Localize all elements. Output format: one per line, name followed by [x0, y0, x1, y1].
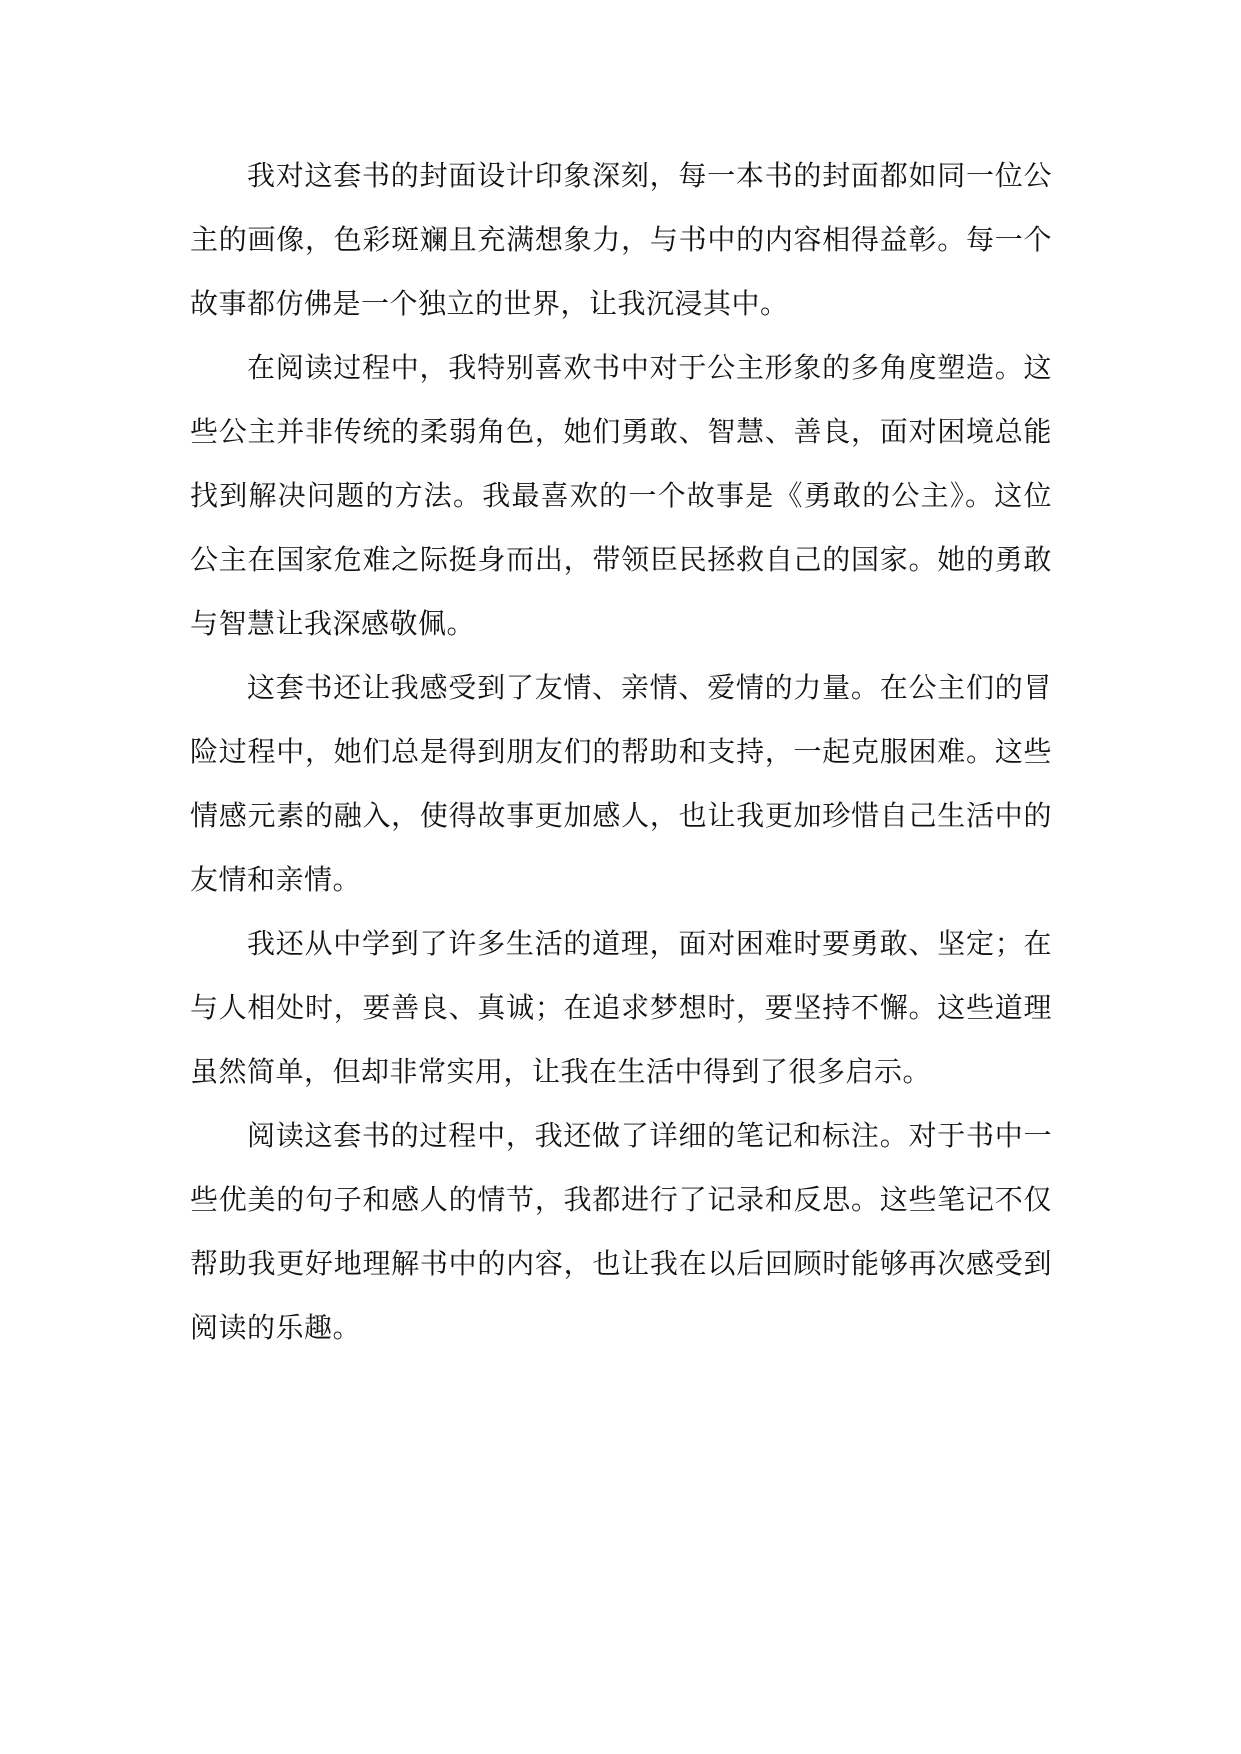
paragraph-reading-notes: 阅读这套书的过程中，我还做了详细的笔记和标注。对于书中一些优美的句子和感人的情节，我都进行了记录和反思。这些笔记不仅帮助我更好地理解书中的内容，也让我在以后回顾时能够再次感受到阅读的乐趣。 [190, 1119, 1052, 1344]
paragraph-cover-design: 我对这套书的封面设计印象深刻，每一本书的封面都如同一位公主的画像，色彩斑斓且充满想象力，与书中的内容相得益彰。每一个故事都仿佛是一个独立的世界，让我沉浸其中。 [190, 159, 1052, 320]
paragraph-friendship-family: 这套书还让我感受到了友情、亲情、爱情的力量。在公主们的冒险过程中，她们总是得到朋友们的帮助和支持，一起克服困难。这些情感元素的融入，使得故事更加感人，也让我更加珍惜自己生活中的友情和亲情。 [190, 671, 1052, 896]
document-body [190, 144, 1052, 1360]
paragraph-life-lessons: 我还从中学到了许多生活的道理，面对困难时要勇敢、坚定；在与人相处时，要善良、真诚；在追求梦想时，要坚持不懈。这些道理虽然简单，但却非常实用，让我在生活中得到了很多启示。 [190, 927, 1052, 1088]
paragraph-princess-image: 在阅读过程中，我特别喜欢书中对于公主形象的多角度塑造。这些公主并非传统的柔弱角色，她们勇敢、智慧、善良，面对困境总能找到解决问题的方法。我最喜欢的一个故事是《勇敢的公主》。这位公主在国家危难之际挺身而出，带领臣民拯救自己的国家。她的勇敢与智慧让我深感敬佩。 [190, 351, 1052, 640]
